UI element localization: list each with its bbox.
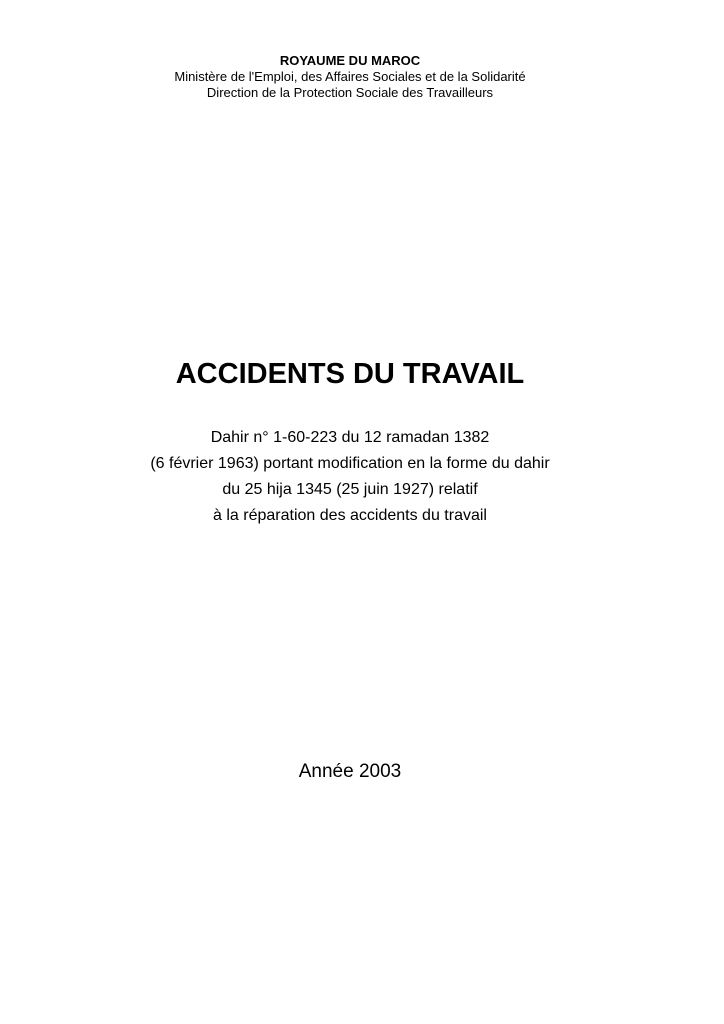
document-header xyxy=(0,53,700,101)
subtitle-line: à la réparation des accidents du travail xyxy=(213,507,487,524)
subtitle-line: Dahir n° 1-60-223 du 12 ramadan 1382 xyxy=(210,429,490,446)
subtitle-line: (6 février 1963) portant modification en la forme du dahir xyxy=(150,455,550,472)
document-title: ACCIDENTS DU TRAVAIL xyxy=(175,358,525,390)
kingdom-name: ROYAUME DU MAROC xyxy=(279,53,421,68)
ministry-name: Ministère de l'Emploi, des Affaires Sociales et de la Solidarité xyxy=(174,69,526,84)
direction-name: Direction de la Protection Sociale des Travailleurs xyxy=(206,85,494,100)
document-year: Année 2003 xyxy=(298,761,402,782)
document-subtitle xyxy=(0,425,700,529)
subtitle-line: du 25 hija 1345 (25 juin 1927) relatif xyxy=(222,481,478,498)
